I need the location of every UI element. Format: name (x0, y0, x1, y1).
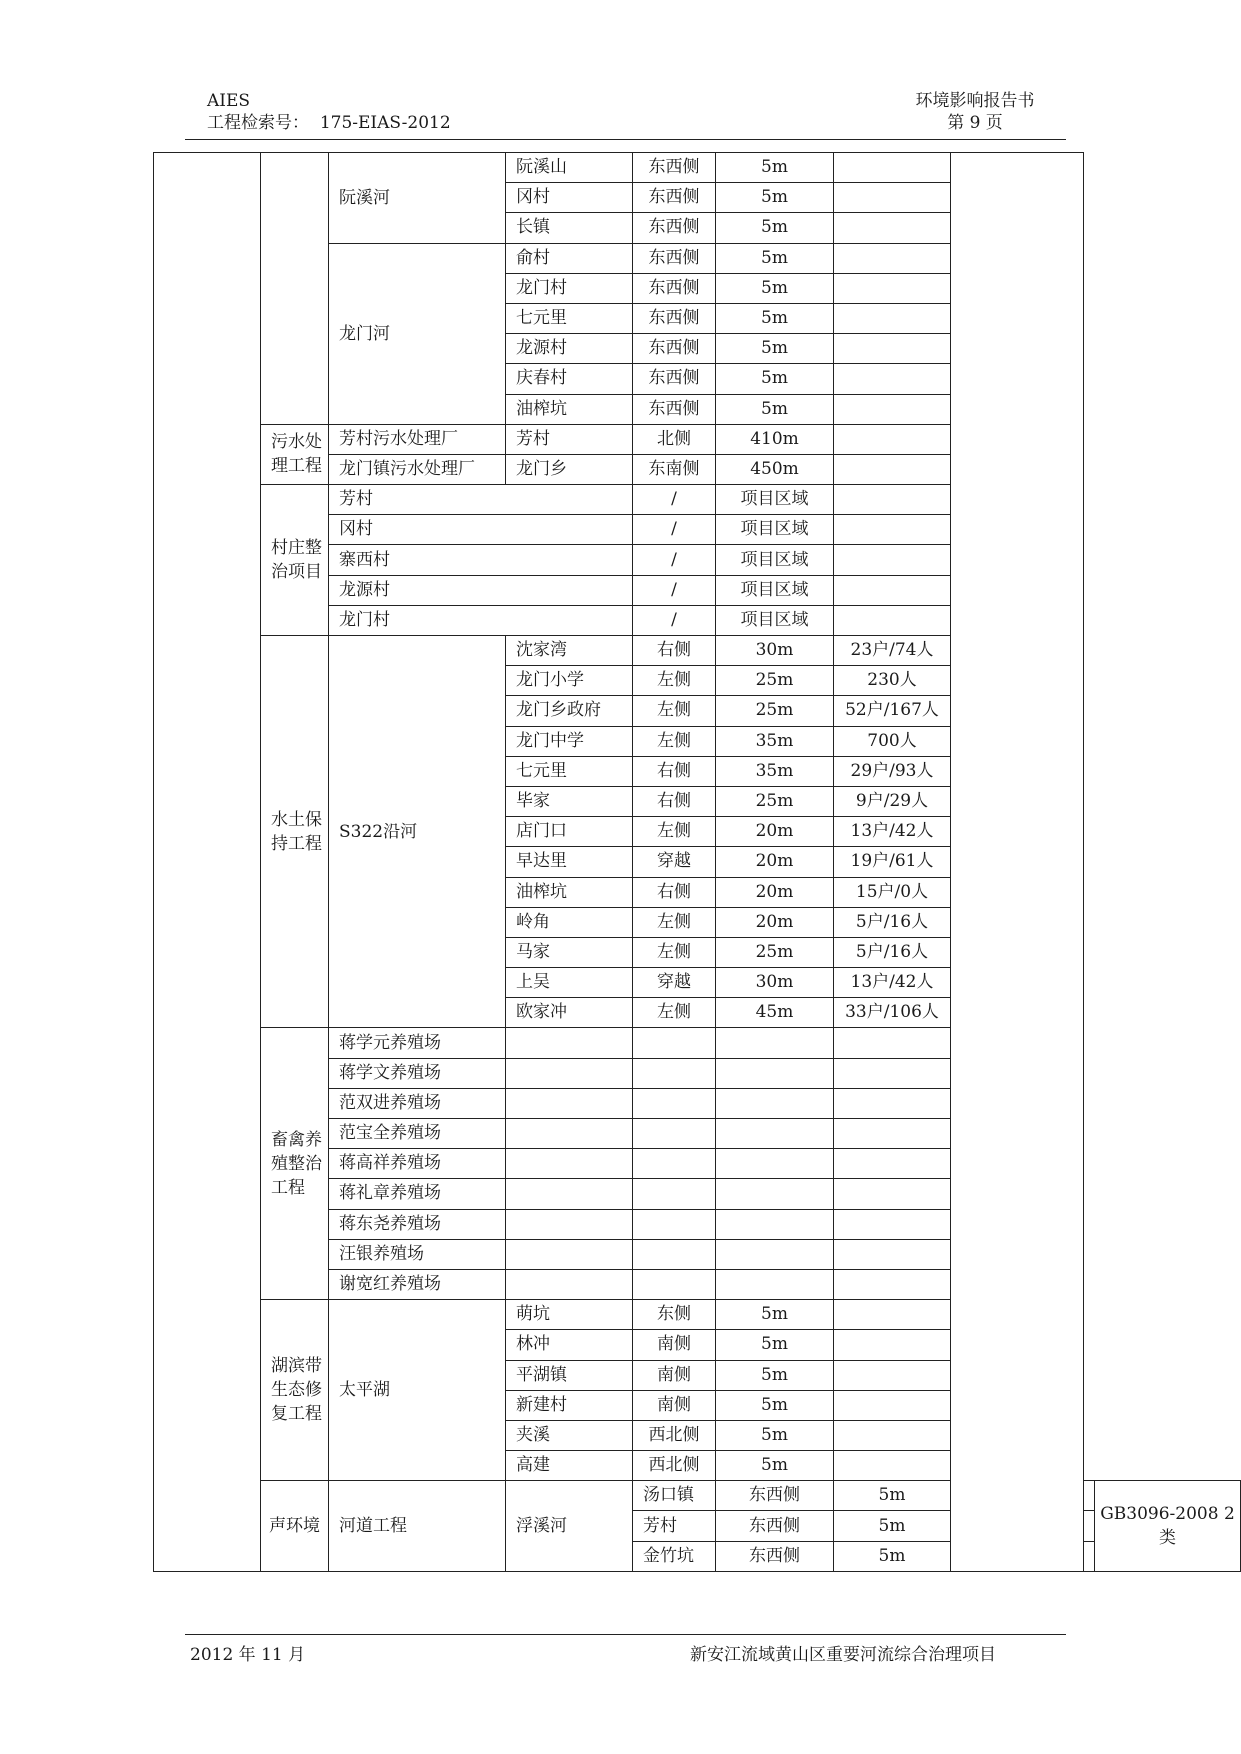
table-cell (506, 1119, 633, 1149)
table-cell (506, 1088, 633, 1118)
table-cell: 45m (716, 998, 834, 1028)
table-cell: 阮溪河 (329, 153, 506, 244)
table-cell: 龙门镇污水处理厂 (329, 454, 506, 484)
table-cell: 25m (716, 696, 834, 726)
table-cell: 左侧 (633, 666, 716, 696)
table-cell: 5m (716, 1360, 834, 1390)
table-cell (834, 1179, 951, 1209)
table-cell: 33户/106人 (834, 998, 951, 1028)
page-header-left (207, 90, 451, 134)
table-cell: 南侧 (633, 1330, 716, 1360)
table-cell: 夹溪 (506, 1420, 633, 1450)
table-cell (716, 1058, 834, 1088)
table-cell (834, 1058, 951, 1088)
table-cell (1084, 1541, 1095, 1571)
table-cell: 寨西村 (329, 545, 633, 575)
table-cell (261, 153, 329, 425)
table-cell (716, 1269, 834, 1299)
table-cell: 龙门乡 (506, 454, 633, 484)
table-cell: 芳村 (329, 485, 633, 515)
table-cell: 5户/16人 (834, 907, 951, 937)
table-cell: 右侧 (633, 786, 716, 816)
table-cell: 5m (716, 394, 834, 424)
table-cell: 5m (716, 213, 834, 243)
table-cell: 平湖镇 (506, 1360, 633, 1390)
table-cell: 右侧 (633, 756, 716, 786)
table-cell (633, 1269, 716, 1299)
table-cell: 龙门河 (329, 243, 506, 424)
table-cell: 项目区域 (716, 515, 834, 545)
table-cell: 25m (716, 937, 834, 967)
table-cell: 南侧 (633, 1390, 716, 1420)
table-cell: 东侧 (633, 1300, 716, 1330)
table-cell: 北侧 (633, 424, 716, 454)
table-cell (716, 1239, 834, 1269)
table-cell: 欧家冲 (506, 998, 633, 1028)
table-cell: 东西侧 (633, 243, 716, 273)
table-cell: 19户/61人 (834, 847, 951, 877)
table-cell: 23户/74人 (834, 636, 951, 666)
table-cell: 马家 (506, 937, 633, 967)
table-cell: 20m (716, 847, 834, 877)
table-cell (633, 1119, 716, 1149)
table-cell (633, 1028, 716, 1058)
table-cell: 龙门村 (329, 605, 633, 635)
table-cell: 左侧 (633, 937, 716, 967)
table-cell: 东西侧 (716, 1541, 834, 1571)
table-cell (834, 1028, 951, 1058)
table-cell: 芳村 (506, 424, 633, 454)
table-cell: 龙门村 (506, 273, 633, 303)
table-cell: 左侧 (633, 907, 716, 937)
table-cell: 阮溪山 (506, 153, 633, 183)
table-cell: 5m (716, 364, 834, 394)
header-rule (185, 139, 1066, 140)
table-cell: 5m (834, 1481, 951, 1511)
table-cell: 太平湖 (329, 1300, 506, 1481)
table-cell: 左侧 (633, 998, 716, 1028)
table-cell: 芳村污水处理厂 (329, 424, 506, 454)
table-cell: 龙门小学 (506, 666, 633, 696)
table-cell: / (633, 515, 716, 545)
table-cell (633, 1149, 716, 1179)
table-cell: 早达里 (506, 847, 633, 877)
table-cell: 13户/42人 (834, 968, 951, 998)
table-cell: 岭角 (506, 907, 633, 937)
table-cell (506, 1269, 633, 1299)
table-cell: 5m (834, 1541, 951, 1571)
table-cell (716, 1149, 834, 1179)
table-cell: 东西侧 (716, 1481, 834, 1511)
table-cell: 5m (716, 1420, 834, 1450)
table-cell: 汪银养殖场 (329, 1239, 506, 1269)
table-cell (633, 1088, 716, 1118)
table-cell: 范宝全养殖场 (329, 1119, 506, 1149)
table-cell: 左侧 (633, 817, 716, 847)
table-cell: 450m (716, 454, 834, 484)
table-cell: 左侧 (633, 696, 716, 726)
table-cell: / (633, 605, 716, 635)
table-cell (834, 1420, 951, 1450)
table-cell (834, 273, 951, 303)
table-cell: 俞村 (506, 243, 633, 273)
table-cell: 项目区域 (716, 485, 834, 515)
table-cell: 冈村 (329, 515, 633, 545)
table-cell (834, 454, 951, 484)
table-cell (834, 485, 951, 515)
table-cell (506, 1058, 633, 1088)
table-cell: 蒋高祥养殖场 (329, 1149, 506, 1179)
table-cell (506, 1209, 633, 1239)
sensitive-targets-table (153, 152, 1241, 1572)
table-cell: 西北侧 (633, 1420, 716, 1450)
table-cell: 30m (716, 636, 834, 666)
table-cell: 林冲 (506, 1330, 633, 1360)
table-cell (506, 1179, 633, 1209)
table-cell (834, 1330, 951, 1360)
table-cell (834, 1390, 951, 1420)
project-index (207, 112, 451, 134)
table-cell: 龙门乡政府 (506, 696, 633, 726)
table-cell: 穿越 (633, 968, 716, 998)
table-cell: 东西侧 (633, 213, 716, 243)
table-cell: 东西侧 (716, 1511, 834, 1541)
table-cell: 湖滨带生态修复工程 (261, 1300, 329, 1481)
table-cell: 七元里 (506, 756, 633, 786)
table-cell: 水土保持工程 (261, 636, 329, 1028)
org-name: AIES (207, 91, 251, 111)
table-cell (506, 1239, 633, 1269)
table-cell: 东西侧 (633, 364, 716, 394)
table-cell: 5m (716, 303, 834, 333)
table-cell (834, 575, 951, 605)
table-cell: 左侧 (633, 726, 716, 756)
table-cell: 长镇 (506, 213, 633, 243)
table-cell: 东西侧 (633, 334, 716, 364)
table-cell: 蒋学文养殖场 (329, 1058, 506, 1088)
table-cell: 新建村 (506, 1390, 633, 1420)
table-cell: 右侧 (633, 877, 716, 907)
table-cell (834, 334, 951, 364)
table-cell (633, 1179, 716, 1209)
table-cell (834, 1149, 951, 1179)
table-cell: 金竹坑 (633, 1541, 716, 1571)
table-cell: 龙源村 (329, 575, 633, 605)
table-cell (834, 605, 951, 635)
table-cell: 汤口镇 (633, 1481, 716, 1511)
footer-date: 2012 年 11 月 (190, 1645, 306, 1665)
table-cell (834, 1119, 951, 1149)
table-cell: 13户/42人 (834, 817, 951, 847)
table-cell: 5m (716, 1330, 834, 1360)
table-cell: 东西侧 (633, 394, 716, 424)
table-cell (834, 424, 951, 454)
table-cell: 9户/29人 (834, 786, 951, 816)
table-cell: 南侧 (633, 1360, 716, 1390)
table-cell: 30m (716, 968, 834, 998)
table-cell (716, 1179, 834, 1209)
table-cell: GB3096-2008 2类 (1095, 1481, 1241, 1572)
table-cell (834, 364, 951, 394)
table-cell: / (633, 485, 716, 515)
table-cell: 庆春村 (506, 364, 633, 394)
table-cell: 畜禽养殖整治工程 (261, 1028, 329, 1300)
table-cell (834, 515, 951, 545)
footer-project-name: 新安江流域黄山区重要河流综合治理项目 (690, 1645, 996, 1665)
table-cell (633, 1209, 716, 1239)
table-cell (1084, 1481, 1095, 1511)
table-cell (834, 545, 951, 575)
table-cell: 5m (716, 1300, 834, 1330)
table-cell (834, 1088, 951, 1118)
table-cell (716, 1209, 834, 1239)
table-cell: 穿越 (633, 847, 716, 877)
table-cell (506, 1149, 633, 1179)
table-cell: 龙门中学 (506, 726, 633, 756)
table-cell: 河道工程 (329, 1481, 506, 1572)
table-cell: 700人 (834, 726, 951, 756)
table-cell: 230人 (834, 666, 951, 696)
table-cell: 20m (716, 877, 834, 907)
table-cell (633, 1058, 716, 1088)
table-body (154, 153, 1241, 1572)
table-cell: 5户/16人 (834, 937, 951, 967)
table-cell (834, 1239, 951, 1269)
table-cell (834, 183, 951, 213)
table-cell: 冈村 (506, 183, 633, 213)
footer-rule (185, 1634, 1066, 1635)
table-cell: 东西侧 (633, 303, 716, 333)
table-cell: 毕家 (506, 786, 633, 816)
table-cell: 东西侧 (633, 183, 716, 213)
table-cell: 蒋东尧养殖场 (329, 1209, 506, 1239)
table-cell: 东西侧 (633, 273, 716, 303)
table-cell: 店门口 (506, 817, 633, 847)
table-cell: 410m (716, 424, 834, 454)
page-number: 第 9 页 (947, 113, 1003, 133)
table-cell (834, 1209, 951, 1239)
table-cell: 西北侧 (633, 1451, 716, 1481)
table-cell: 5m (716, 183, 834, 213)
table-cell: 项目区域 (716, 545, 834, 575)
table-cell: / (633, 575, 716, 605)
table-cell (834, 303, 951, 333)
index-label: 工程检索号： (207, 113, 309, 133)
table-cell: 项目区域 (716, 605, 834, 635)
table-cell: 5m (834, 1511, 951, 1541)
table-cell: 声环境 (261, 1481, 329, 1572)
table-cell: 15户/0人 (834, 877, 951, 907)
table-cell: 20m (716, 817, 834, 847)
table-cell: 35m (716, 726, 834, 756)
table-cell (834, 213, 951, 243)
table-cell: 油榨坑 (506, 877, 633, 907)
table-cell: 蒋学元养殖场 (329, 1028, 506, 1058)
table-cell: 东南侧 (633, 454, 716, 484)
table-cell: 5m (716, 153, 834, 183)
table-cell: 谢宽红养殖场 (329, 1269, 506, 1299)
table-cell: 20m (716, 907, 834, 937)
table-cell: 东西侧 (633, 153, 716, 183)
table-cell (716, 1119, 834, 1149)
table-cell: 龙源村 (506, 334, 633, 364)
table-cell: 蒋礼章养殖场 (329, 1179, 506, 1209)
table-cell: 村庄整治项目 (261, 485, 329, 636)
table-cell (716, 1088, 834, 1118)
table-cell: 上吴 (506, 968, 633, 998)
table-cell: 污水处理工程 (261, 424, 329, 484)
index-value: 175-EIAS-2012 (319, 113, 451, 133)
table-cell: 右侧 (633, 636, 716, 666)
table-cell: 5m (716, 1451, 834, 1481)
table-cell (834, 1451, 951, 1481)
table-cell: 萌坑 (506, 1300, 633, 1330)
table-cell: S322沿河 (329, 636, 506, 1028)
table-cell: 25m (716, 786, 834, 816)
table-cell (834, 1360, 951, 1390)
table-cell: 5m (716, 334, 834, 364)
table-cell (834, 1269, 951, 1299)
document-title: 环境影响报告书 (915, 91, 1035, 111)
table-cell (154, 153, 261, 1572)
table-cell: 25m (716, 666, 834, 696)
table-cell (506, 1028, 633, 1058)
table-row (154, 153, 1241, 183)
table-cell: 沈家湾 (506, 636, 633, 666)
table-cell (951, 153, 1084, 1572)
table-cell: 高建 (506, 1451, 633, 1481)
table-cell (834, 243, 951, 273)
table-cell: 35m (716, 756, 834, 786)
table-cell: 浮溪河 (506, 1481, 633, 1572)
table-cell (834, 153, 951, 183)
table-cell: 七元里 (506, 303, 633, 333)
table-cell: 52户/167人 (834, 696, 951, 726)
table-cell: / (633, 545, 716, 575)
page-header-right (900, 90, 1050, 134)
table-cell: 5m (716, 1390, 834, 1420)
table-cell: 范双进养殖场 (329, 1088, 506, 1118)
table-cell: 5m (716, 273, 834, 303)
table-cell (1084, 1511, 1095, 1541)
table-cell (716, 1028, 834, 1058)
table-cell: 芳村 (633, 1511, 716, 1541)
table-cell: 项目区域 (716, 575, 834, 605)
table-cell (633, 1239, 716, 1269)
table-cell (834, 1300, 951, 1330)
table-cell: 5m (716, 243, 834, 273)
table-cell: 油榨坑 (506, 394, 633, 424)
table-cell: 29户/93人 (834, 756, 951, 786)
table-cell (834, 394, 951, 424)
